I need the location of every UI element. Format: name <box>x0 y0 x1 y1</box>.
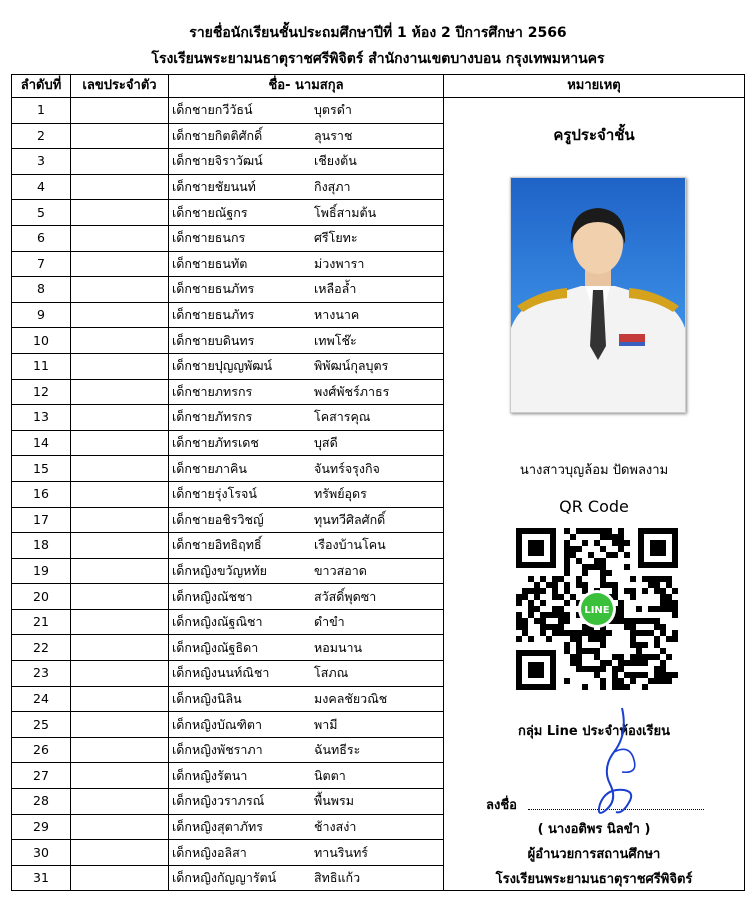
student-first-name: เด็กชายกวีวัธน์ <box>172 102 253 118</box>
student-last-name: ศรีโยทะ <box>314 230 358 246</box>
student-id-cell <box>71 200 169 226</box>
row-number: 2 <box>12 123 71 149</box>
student-first-name: เด็กหญิงบัณฑิตา <box>172 716 262 732</box>
row-number: 14 <box>12 430 71 456</box>
student-last-name: นิตตา <box>314 767 346 783</box>
school-name-footer: โรงเรียนพระยามนธาตุราชศรีพิจิตร์ <box>495 872 693 887</box>
student-name-cell <box>169 609 444 635</box>
student-first-name: เด็กชายภาคิน <box>172 460 247 476</box>
student-last-name: มงคลชัยวณิช <box>314 690 388 706</box>
student-first-name: เด็กชายกิตติศักดิ์ <box>172 127 263 143</box>
student-first-name: เด็กหญิงขวัญหทัย <box>172 562 267 578</box>
student-first-name: เด็กชายบดินทร <box>172 332 255 348</box>
student-id-cell <box>71 225 169 251</box>
student-last-name: ทุนทวีศิลศักดิ์ <box>314 511 386 527</box>
student-last-name: ดำขำ <box>314 614 345 630</box>
teacher-photo <box>510 177 686 413</box>
student-last-name: หางนาค <box>314 307 360 323</box>
student-name-cell <box>169 712 444 738</box>
student-id-cell <box>71 277 169 303</box>
student-name-cell <box>169 507 444 533</box>
student-name-cell <box>169 686 444 712</box>
line-badge-label: LINE <box>584 605 610 616</box>
school-subtitle: โรงเรียนพระยามนธาตุราชศรีพิจิตร์ สำนักงานเขตบางบอน กรุงเทพมหานคร <box>151 51 605 67</box>
row-number: 11 <box>12 353 71 379</box>
remark-panel <box>444 98 744 890</box>
sign-label: ลงชื่อ <box>486 798 517 813</box>
student-id-cell <box>71 533 169 559</box>
student-id-cell <box>71 123 169 149</box>
student-id-cell <box>71 763 169 789</box>
student-first-name: เด็กชายรุ่งโรจน์ <box>172 486 257 502</box>
student-id-cell <box>71 609 169 635</box>
header-id: เลขประจำตัว <box>71 75 169 98</box>
student-last-name: เชียงต้น <box>314 153 357 169</box>
student-id-cell <box>71 507 169 533</box>
row-number: 4 <box>12 174 71 200</box>
student-name-cell <box>169 584 444 610</box>
row-number: 19 <box>12 558 71 584</box>
student-name-cell <box>169 789 444 815</box>
student-id-cell <box>71 558 169 584</box>
student-id-cell <box>71 405 169 431</box>
row-number: 8 <box>12 277 71 303</box>
student-last-name: โสภณ <box>314 665 349 681</box>
student-name-cell <box>169 225 444 251</box>
student-id-cell <box>71 149 169 175</box>
student-first-name: เด็กหญิงณัฐธิดา <box>172 639 259 655</box>
student-first-name: เด็กชายชัยนนท์ <box>172 179 256 195</box>
student-id-cell <box>71 661 169 687</box>
row-number: 31 <box>12 865 71 891</box>
student-id-cell <box>71 481 169 507</box>
student-name-cell <box>169 814 444 840</box>
student-name-cell <box>169 405 444 431</box>
line-group-caption: กลุ่ม Line ประจำห้องเรียน <box>517 724 671 739</box>
header-remark: หมายเหตุ <box>444 75 745 98</box>
student-first-name: เด็กหญิงณัชชา <box>172 588 253 604</box>
student-last-name: หอมนาน <box>314 639 363 655</box>
student-first-name: เด็กหญิงนนท์ณิชา <box>172 665 270 681</box>
row-number: 3 <box>12 149 71 175</box>
row-number: 12 <box>12 379 71 405</box>
student-last-name: จันทร์จรุงกิจ <box>314 460 380 476</box>
student-name-cell <box>169 302 444 328</box>
student-name-cell <box>169 661 444 687</box>
header-no: ลำดับที่ <box>12 75 71 98</box>
student-id-cell <box>71 712 169 738</box>
student-name-cell <box>169 251 444 277</box>
student-first-name: เด็กหญิงณัฐณิชา <box>172 614 263 630</box>
student-name-cell <box>169 456 444 482</box>
student-last-name: สิทธิแก้ว <box>314 870 361 886</box>
student-name-cell <box>169 481 444 507</box>
director-title: ผู้อำนวยการสถานศึกษา <box>527 847 661 862</box>
row-number: 24 <box>12 686 71 712</box>
student-id-cell <box>71 379 169 405</box>
row-number: 5 <box>12 200 71 226</box>
student-last-name: โพธิ์สามต้น <box>314 204 377 220</box>
student-id-cell <box>71 686 169 712</box>
student-last-name: พามี <box>314 716 338 732</box>
student-first-name: เด็กชายธนกร <box>172 230 246 246</box>
student-name-cell <box>169 430 444 456</box>
student-roster-table <box>11 74 745 891</box>
handwritten-signature <box>584 704 644 824</box>
student-first-name: เด็กหญิงวราภรณ์ <box>172 793 265 809</box>
row-number: 23 <box>12 661 71 687</box>
row-number: 10 <box>12 328 71 354</box>
student-last-name: สวัสดิ์พุดซา <box>314 588 377 604</box>
student-id-cell <box>71 353 169 379</box>
student-id-cell <box>71 584 169 610</box>
student-name-cell <box>169 379 444 405</box>
student-name-cell <box>169 533 444 559</box>
student-first-name: เด็กหญิงกัญญารัตน์ <box>172 870 277 886</box>
row-number: 9 <box>12 302 71 328</box>
row-number: 29 <box>12 814 71 840</box>
student-id-cell <box>71 814 169 840</box>
table-row <box>12 98 745 124</box>
student-first-name: เด็กชายปุญญพัฒน์ <box>172 358 273 374</box>
student-last-name: โคสารคุณ <box>314 409 371 425</box>
student-name-cell <box>169 635 444 661</box>
row-number: 28 <box>12 789 71 815</box>
student-id-cell <box>71 635 169 661</box>
student-first-name: เด็กหญิงรัตนา <box>172 767 248 783</box>
student-first-name: เด็กหญิงนิลิน <box>172 690 242 706</box>
student-last-name: พื้นพรม <box>314 793 354 809</box>
director-name: ( นางอติพร นิลขำ ) <box>537 822 651 837</box>
qr-code-heading: QR Code <box>559 497 629 516</box>
student-first-name: เด็กหญิงพัชราภา <box>172 742 263 758</box>
student-last-name: ช้างสง่า <box>314 818 357 834</box>
student-name-cell <box>169 737 444 763</box>
student-name-cell <box>169 200 444 226</box>
student-last-name: เหลือล้ำ <box>314 281 357 297</box>
student-name-cell <box>169 763 444 789</box>
student-name-cell <box>169 840 444 866</box>
student-name-cell <box>169 353 444 379</box>
table-header-row <box>12 75 745 98</box>
student-first-name: เด็กชายธนภัทร <box>172 281 255 297</box>
row-number: 30 <box>12 840 71 866</box>
remark-cell <box>444 98 745 891</box>
student-last-name: ม่วงพารา <box>314 255 365 271</box>
student-first-name: เด็กชายธนภัทร <box>172 307 255 323</box>
student-last-name: เทพโช๊ะ <box>314 332 357 348</box>
student-first-name: เด็กชายธนทัต <box>172 255 248 271</box>
row-number: 16 <box>12 481 71 507</box>
student-id-cell <box>71 789 169 815</box>
student-last-name: บุตรดำ <box>314 102 352 118</box>
student-last-name: พิพัฒน์กุลบุตร <box>314 358 389 374</box>
student-last-name: พงศ์พัชร์ภาธร <box>314 383 390 399</box>
student-id-cell <box>71 865 169 891</box>
student-first-name: เด็กหญิงสุตาภัทร <box>172 818 263 834</box>
row-number: 7 <box>12 251 71 277</box>
student-id-cell <box>71 430 169 456</box>
row-number: 17 <box>12 507 71 533</box>
document-title: รายชื่อนักเรียนชั้นประถมศึกษาปีที่ 1 ห้อง 2 ปีการศึกษา 2566 <box>189 25 567 41</box>
teacher-name: นางสาวบุญล้อม ปัดพลงาม <box>519 463 669 478</box>
student-first-name: เด็กชายภัทรกร <box>172 409 253 425</box>
row-number: 18 <box>12 533 71 559</box>
row-number: 6 <box>12 225 71 251</box>
student-last-name: กิงสุภา <box>314 179 351 195</box>
row-number: 26 <box>12 737 71 763</box>
student-id-cell <box>71 302 169 328</box>
student-id-cell <box>71 174 169 200</box>
student-last-name: ขาวสอาด <box>314 562 367 578</box>
student-id-cell <box>71 840 169 866</box>
student-name-cell <box>169 277 444 303</box>
row-number: 21 <box>12 609 71 635</box>
student-first-name: เด็กชายอชิรวิชญ์ <box>172 511 264 527</box>
row-number: 25 <box>12 712 71 738</box>
teacher-heading: ครูประจำชั้น <box>553 126 635 144</box>
student-first-name: เด็กชายภัทรเดช <box>172 435 259 451</box>
row-number: 22 <box>12 635 71 661</box>
row-number: 13 <box>12 405 71 431</box>
student-last-name: เรืองบ้านโคน <box>314 537 386 553</box>
student-id-cell <box>71 251 169 277</box>
student-last-name: บุสดี <box>314 435 338 451</box>
student-id-cell <box>71 328 169 354</box>
student-last-name: ทรัพย์อุดร <box>314 486 367 502</box>
student-first-name: เด็กชายภทรกร <box>172 383 253 399</box>
student-id-cell <box>71 98 169 124</box>
student-name-cell <box>169 149 444 175</box>
student-name-cell <box>169 865 444 891</box>
student-last-name: ลุนราช <box>314 127 353 143</box>
row-number: 15 <box>12 456 71 482</box>
row-number: 27 <box>12 763 71 789</box>
student-name-cell <box>169 123 444 149</box>
student-id-cell <box>71 737 169 763</box>
student-name-cell <box>169 558 444 584</box>
student-last-name: ทานรินทร์ <box>314 844 369 860</box>
student-last-name: ฉันทธีระ <box>314 742 361 758</box>
row-number: 20 <box>12 584 71 610</box>
student-first-name: เด็กชายจิราวัฒน์ <box>172 153 263 169</box>
student-name-cell <box>169 174 444 200</box>
student-first-name: เด็กชายอิทธิฤทธิ์ <box>172 537 262 553</box>
student-name-cell <box>169 328 444 354</box>
student-id-cell <box>71 456 169 482</box>
student-first-name: เด็กชายณัฐกร <box>172 204 248 220</box>
student-name-cell <box>169 98 444 124</box>
student-first-name: เด็กหญิงอลิสา <box>172 844 247 860</box>
row-number: 1 <box>12 98 71 124</box>
header-name: ชื่อ- นามสกุล <box>169 75 444 98</box>
line-qr-code[interactable] <box>516 528 678 690</box>
